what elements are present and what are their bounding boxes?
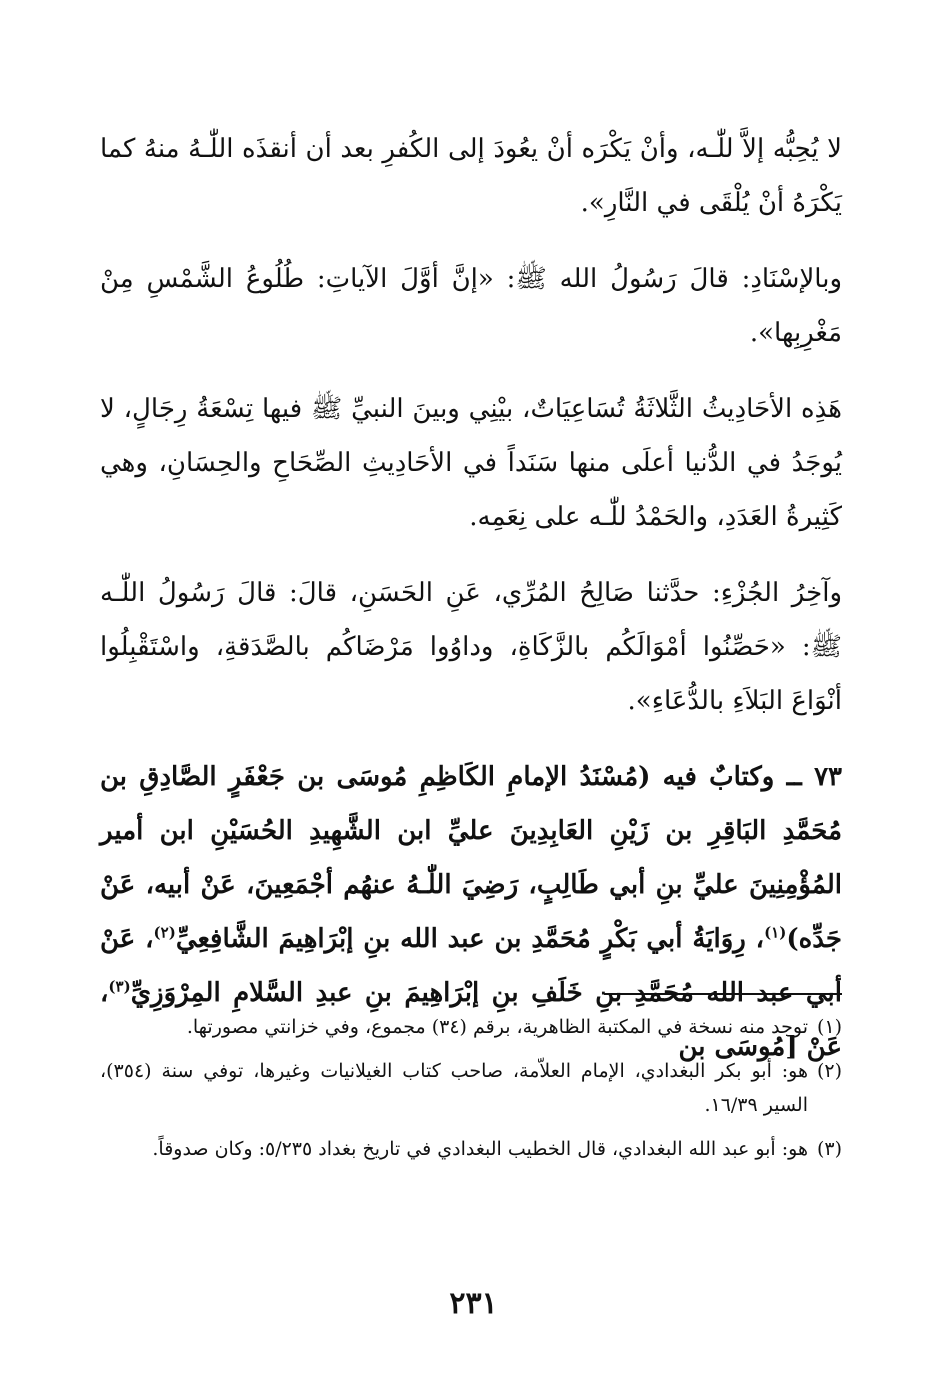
entry-text-1: ٧٣ ــ وكتابٌ فيه (مُسْنَدُ الإمامِ الكَاظِمِ مُوسَى بن جَعْفَرٍ الصَّادِقِ بن مُحَمَّدِ البَاقِرِ بن زَيْنِ العَابِدِينَ عليِّ ابن الشَّهِيدِ الحُسَيْنِ ابن أمير المُؤْمِنِينَ عليِّ بنِ أبي طَالِبٍ، رَضِيَ اللّٰـهُ عنهُم أجْمَعِينَ، عَنْ أبيه، عَنْ جَدِّه)	[100, 762, 842, 954]
footnote-2	[100, 1054, 842, 1122]
footnote-1	[100, 1010, 842, 1044]
footnote-text: توجد منه نسخة في المكتبة الظاهرية، برقم (٣٤) مجموع، وفي خزانتي مصورتها.	[186, 1016, 808, 1038]
footnote-3	[100, 1132, 842, 1166]
footnote-number: (٣)	[816, 1138, 842, 1160]
footnote-ref-3[interactable]: (٣)	[108, 977, 131, 996]
footnote-ref-2[interactable]: (٢)	[153, 923, 176, 942]
entry-text-2: ، رِوَايَةُ أبي بَكْرٍ مُحَمَّدِ بن عبد الله بنِ إبْرَاهِيمَ الشَّافِعِيِّ	[175, 924, 765, 954]
paragraph-tusaiyat-note: هَذِه الأحَادِيثُ الثَّلاثَةُ تُسَاعِيَاتٌ، بيْنِي وبينَ النبيِّ ﷺ فيها تِسْعَةُ رِجَالٍ، لا يُوجَدُ في الدُّنيا أعلَى منها سَنَداً في الأحَادِيثِ الصِّحَاحِ والحِسَانِ، وهي كَثِيرةُ العَدَدِ، والحَمْدُ للّٰـه على نِعَمِه.	[100, 394, 842, 532]
page-number: ٢٣١	[449, 1286, 498, 1321]
footnote-text: هو: أبو بكر البغدادي، الإمام العلاّمة، صاحب كتاب الغيلانيات وغيرها، توفي سنة (٣٥٤)، السير ١٦/٣٩.	[100, 1060, 808, 1116]
entry-text-3: ، عَنْ أبي عبد الله مُحَمَّدِ بنِ خَلَفِ بنِ إبْرَاهِيمَ بنِ عبدِ السَّلامِ المِرْوَزِيِّ	[100, 924, 842, 1008]
footnote-number: (١)	[816, 1016, 842, 1038]
paragraph-hadith-continuation: لا يُحِبُّه إلاَّ للّٰـه، وأنْ يَكْرَه أنْ يعُودَ إلى الكُفرِ بعد أن أنقذَه اللّٰـهُ منهُ كما يَكْرَهُ أنْ يُلْقَى في النَّارِ».	[100, 134, 842, 218]
paragraph-hadith-sun: وبالإسْنَادِ: قالَ رَسُولُ الله ﷺ: «إنَّ أوَّلَ الآياتِ: طُلُوعُ الشَّمْسِ مِنْ مَغْرِبِها».	[100, 264, 842, 348]
footnote-text: هو: أبو عبد الله البغدادي، قال الخطيب البغدادي في تاريخ بغداد ٥/٢٣٥: وكان صدوقاً.	[152, 1138, 808, 1160]
main-text	[100, 122, 842, 1074]
footnote-divider	[604, 993, 842, 995]
footnote-ref-1[interactable]: (١)	[764, 923, 787, 942]
footnotes	[100, 1010, 842, 1176]
entry-text-4: ، عَنْ [مُوسَى بن	[100, 978, 842, 1062]
paragraph-last-of-part: وآخِرُ الجُزْءِ: حدَّثنا صَالِحُ المُرِّي، عَنِ الحَسَنِ، قالَ: قالَ رَسُولُ اللّٰـه ﷺ: «حَصِّنُوا أمْوَالَكُم بالزَّكَاةِ، وداوُوا مَرْضَاكُم بالصَّدَقةِ، واسْتَقْبِلُوا أنْوَاعَ البَلاَءِ بالدُّعَاءِ».	[100, 578, 842, 716]
footnote-number: (٢)	[816, 1060, 842, 1082]
